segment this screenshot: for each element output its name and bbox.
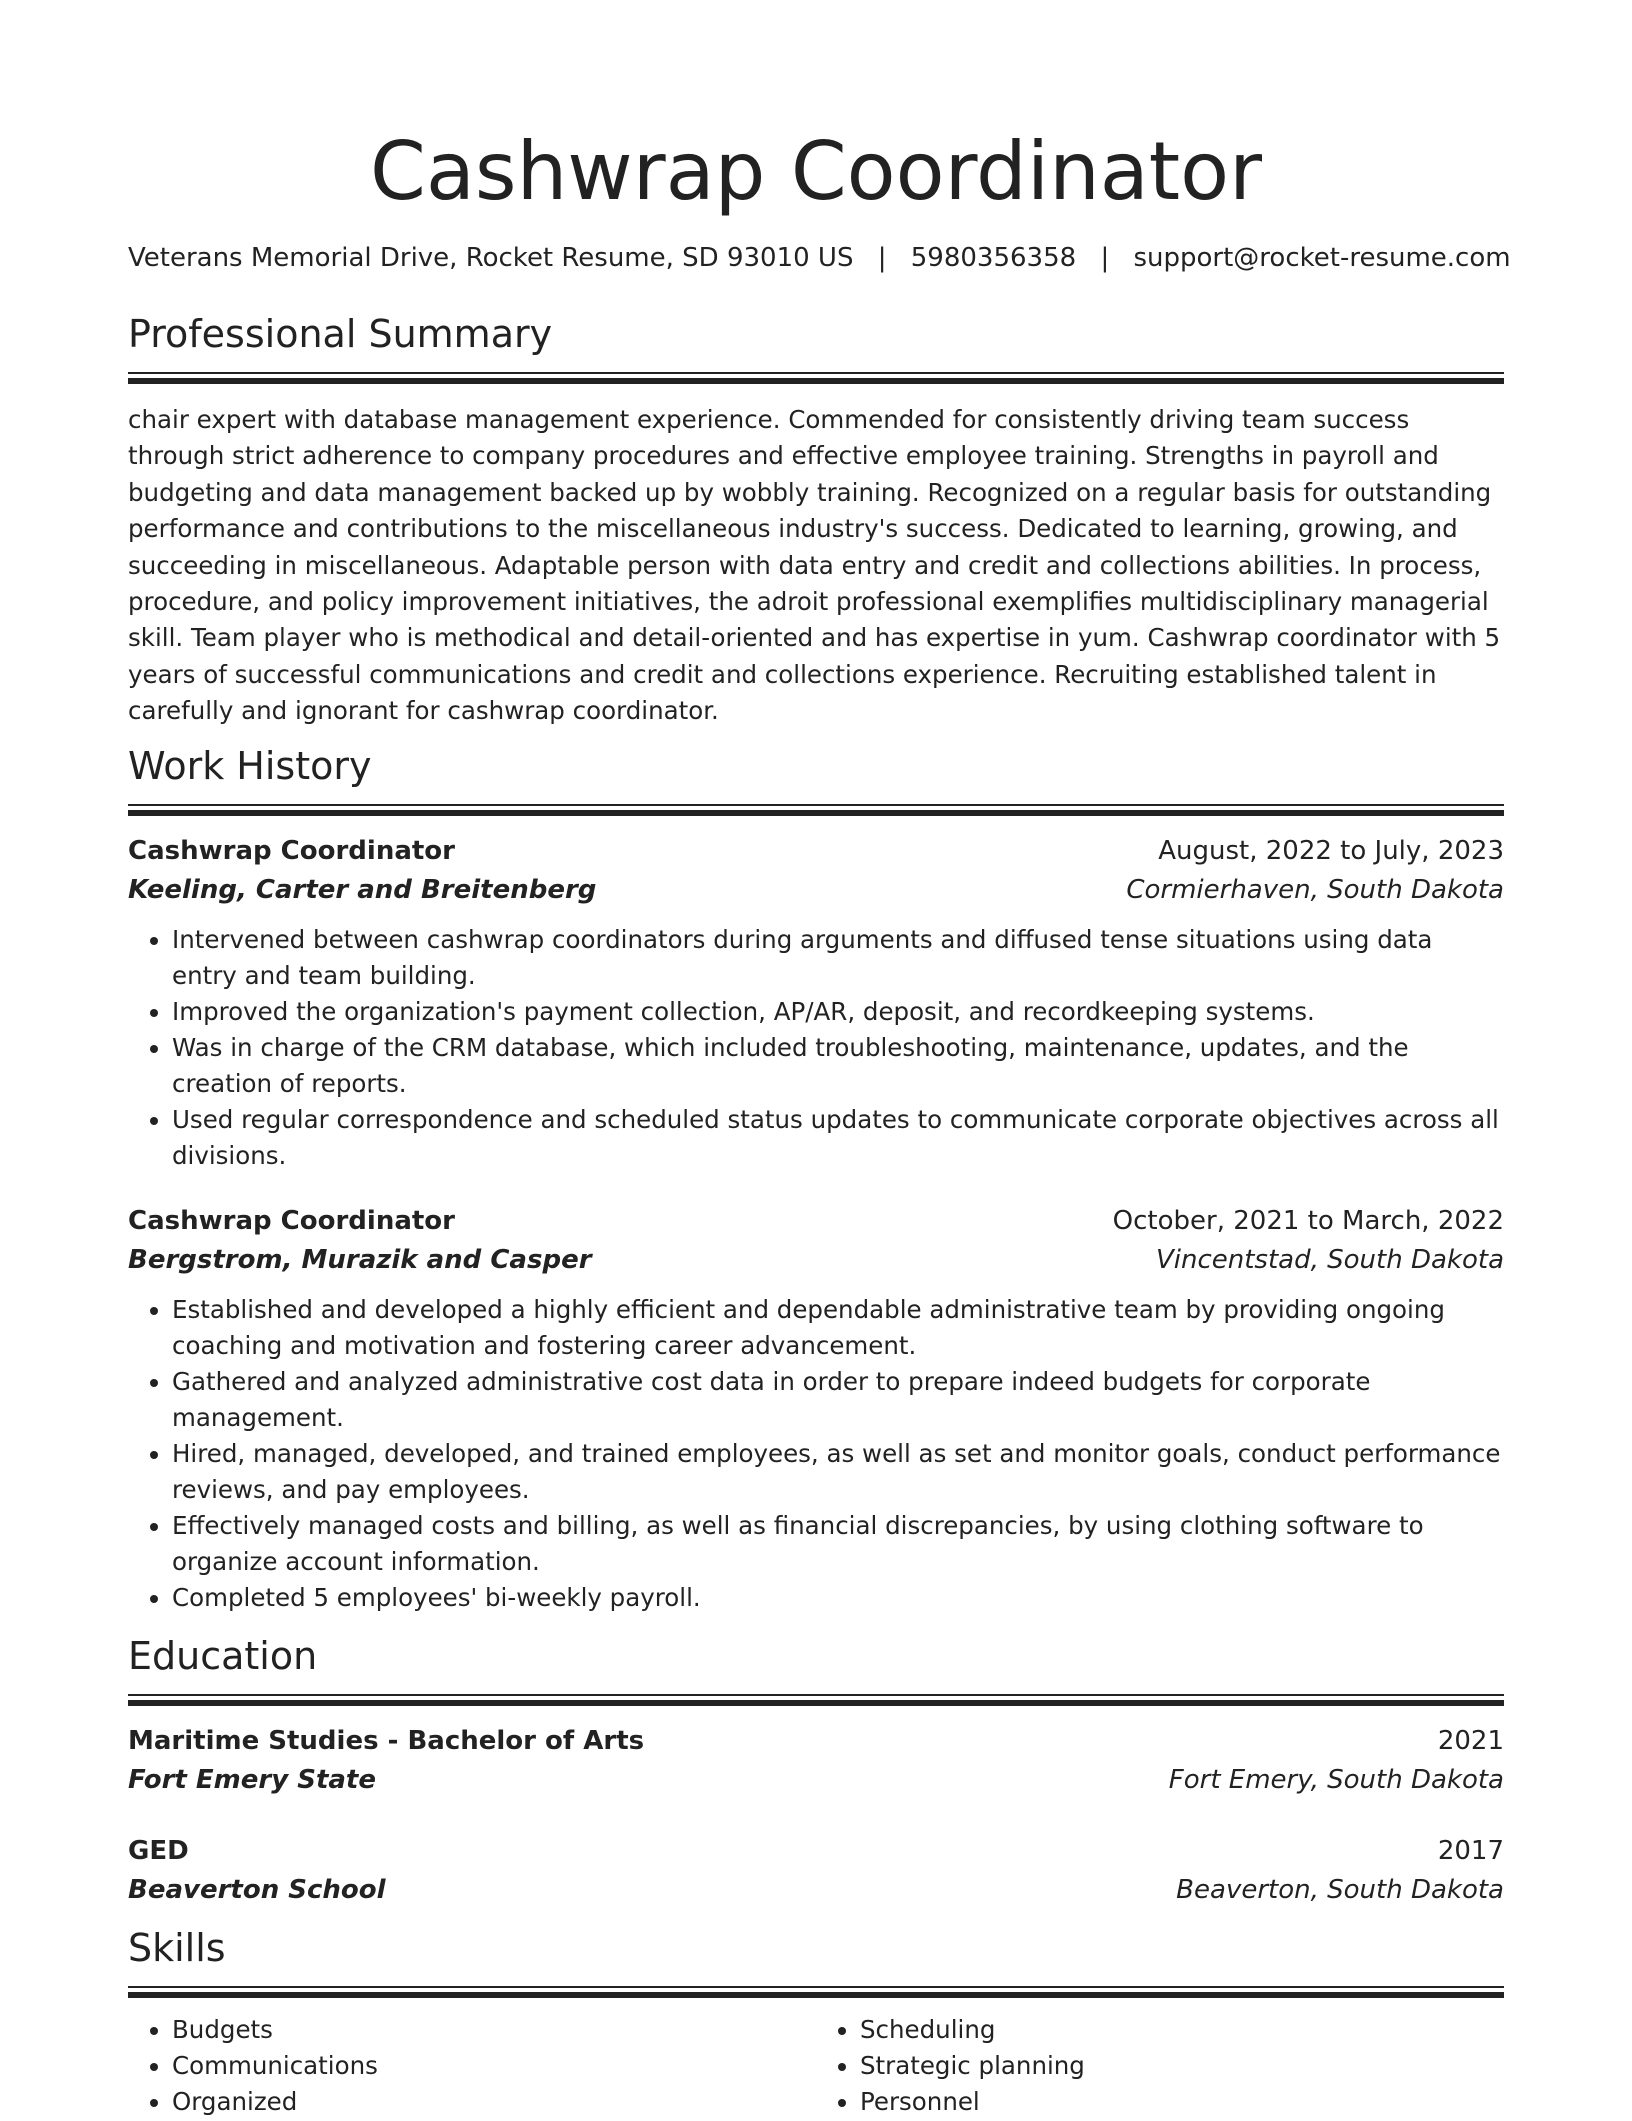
education-entry bbox=[128, 1832, 1504, 1910]
education-school-row bbox=[128, 1870, 1504, 1910]
education-header-row bbox=[128, 1832, 1504, 1870]
job-company-row bbox=[128, 870, 1504, 910]
job-dates: August, 2022 to July, 2023 bbox=[1158, 835, 1504, 866]
skill-item: • Personnel bbox=[860, 2084, 1504, 2120]
education-location: Fort Emery, South Dakota bbox=[1168, 1764, 1504, 1795]
section-title-education: Education bbox=[128, 1633, 318, 1678]
contact-email: support@rocket-resume.com bbox=[1133, 243, 1511, 273]
job-duty: • Established and developed a highly efficient and dependable administrative team by providing ongoing coaching and motivation and fostering career advancement. bbox=[172, 1292, 1504, 1364]
section-divider bbox=[128, 1986, 1504, 1998]
job-company: Keeling, Carter and Breitenberg bbox=[128, 874, 597, 905]
contact-separator: | bbox=[1100, 243, 1110, 273]
job-company-row bbox=[128, 1240, 1504, 1280]
section-title-skills: Skills bbox=[128, 1925, 226, 1970]
education-degree: Maritime Studies - Bachelor of Arts bbox=[128, 1725, 645, 1756]
section-divider bbox=[128, 804, 1504, 816]
education-school-row bbox=[128, 1760, 1504, 1800]
skill-item: • Budgets bbox=[172, 2012, 816, 2048]
resume-page bbox=[128, 0, 1511, 2121]
job-dates: October, 2021 to March, 2022 bbox=[1112, 1205, 1504, 1236]
job-title: Cashwrap Coordinator bbox=[128, 835, 455, 866]
skills-columns bbox=[128, 2012, 1504, 2121]
section-divider bbox=[128, 372, 1504, 384]
job-duties-list bbox=[128, 1292, 1504, 1616]
job-entry bbox=[128, 1202, 1504, 1616]
job-duty: • Intervened between cashwrap coordinators during arguments and diffused tense situations using data entry and team building. bbox=[172, 922, 1504, 994]
job-duty: • Gathered and analyzed administrative cost data in order to prepare indeed budgets for corporate management. bbox=[172, 1364, 1504, 1436]
job-entry bbox=[128, 832, 1504, 1174]
job-duty: • Completed 5 employees' bi-weekly payroll. bbox=[172, 1580, 1504, 1616]
section-title-summary: Professional Summary bbox=[128, 312, 553, 356]
education-school: Fort Emery State bbox=[128, 1764, 376, 1795]
education-section bbox=[128, 1632, 1504, 1910]
education-year: 2021 bbox=[1437, 1725, 1504, 1756]
job-duty: • Improved the organization's payment collection, AP/AR, deposit, and recordkeeping systems. bbox=[172, 994, 1504, 1030]
work-history-section bbox=[128, 742, 1504, 1616]
job-location: Vincentstad, South Dakota bbox=[1155, 1244, 1504, 1275]
job-header-row bbox=[128, 832, 1504, 870]
job-duty: • Used regular correspondence and scheduled status updates to communicate corporate objectives across all divisions. bbox=[172, 1102, 1504, 1174]
job-duties-list bbox=[128, 922, 1504, 1174]
job-duty: • Effectively managed costs and billing, as well as financial discrepancies, by using clothing software to organize account information. bbox=[172, 1508, 1504, 1580]
education-location: Beaverton, South Dakota bbox=[1176, 1874, 1504, 1905]
job-header-row bbox=[128, 1202, 1504, 1240]
resume-name: Cashwrap Coordinator bbox=[370, 125, 1262, 218]
skills-section bbox=[128, 1924, 1504, 2121]
job-title: Cashwrap Coordinator bbox=[128, 1205, 455, 1236]
job-company: Bergstrom, Murazik and Casper bbox=[128, 1244, 592, 1275]
job-duty: • Was in charge of the CRM database, which included troubleshooting, maintenance, updates, and the creation of reports. bbox=[172, 1030, 1504, 1102]
contact-separator: | bbox=[877, 243, 887, 273]
education-header-row bbox=[128, 1722, 1504, 1760]
skill-item: • Organized bbox=[172, 2084, 816, 2120]
contact-line bbox=[128, 240, 1511, 276]
section-divider bbox=[128, 1694, 1504, 1706]
skills-list-left bbox=[128, 2012, 816, 2121]
summary-section bbox=[128, 310, 1504, 730]
job-location: Cormierhaven, South Dakota bbox=[1126, 874, 1504, 905]
job-duty: • Hired, managed, developed, and trained employees, as well as set and monitor goals, conduct performance reviews, and pay employees. bbox=[172, 1436, 1504, 1508]
education-school: Beaverton School bbox=[128, 1874, 386, 1905]
education-year: 2017 bbox=[1437, 1835, 1504, 1866]
contact-phone: 5980356358 bbox=[910, 243, 1077, 273]
education-entry bbox=[128, 1722, 1504, 1800]
skill-item: • Scheduling bbox=[860, 2012, 1504, 2048]
education-degree: GED bbox=[128, 1835, 189, 1866]
skill-item: • Communications bbox=[172, 2048, 816, 2084]
skills-list-right bbox=[816, 2012, 1504, 2121]
skill-item: • Strategic planning bbox=[860, 2048, 1504, 2084]
summary-text: chair expert with database management experience. Commended for consistently driving team success through strict adherence to company procedures and effective employee training. Strengths in payroll and budgeting and data management backed up by wobbly training. Recognized on a regular basis for outstanding performance and contributions to the miscellaneous industry's success. Dedicated to learning, growing, and succeeding in miscellaneous. Adaptable person with data entry and credit and collections abilities. In process, procedure, and policy improvement initiatives, the adroit professional exemplifies multidisciplinary managerial skill. Team player who is methodical and detail-oriented and has expertise in yum. Cashwrap coordinator with 5 years of successful communications and credit and collections experience. Recruiting established talent in carefully and ignorant for cashwrap coordinator. bbox=[128, 405, 1501, 726]
section-title-work-history: Work History bbox=[128, 743, 372, 788]
contact-address: Veterans Memorial Drive, Rocket Resume, SD 93010 US bbox=[128, 243, 854, 273]
